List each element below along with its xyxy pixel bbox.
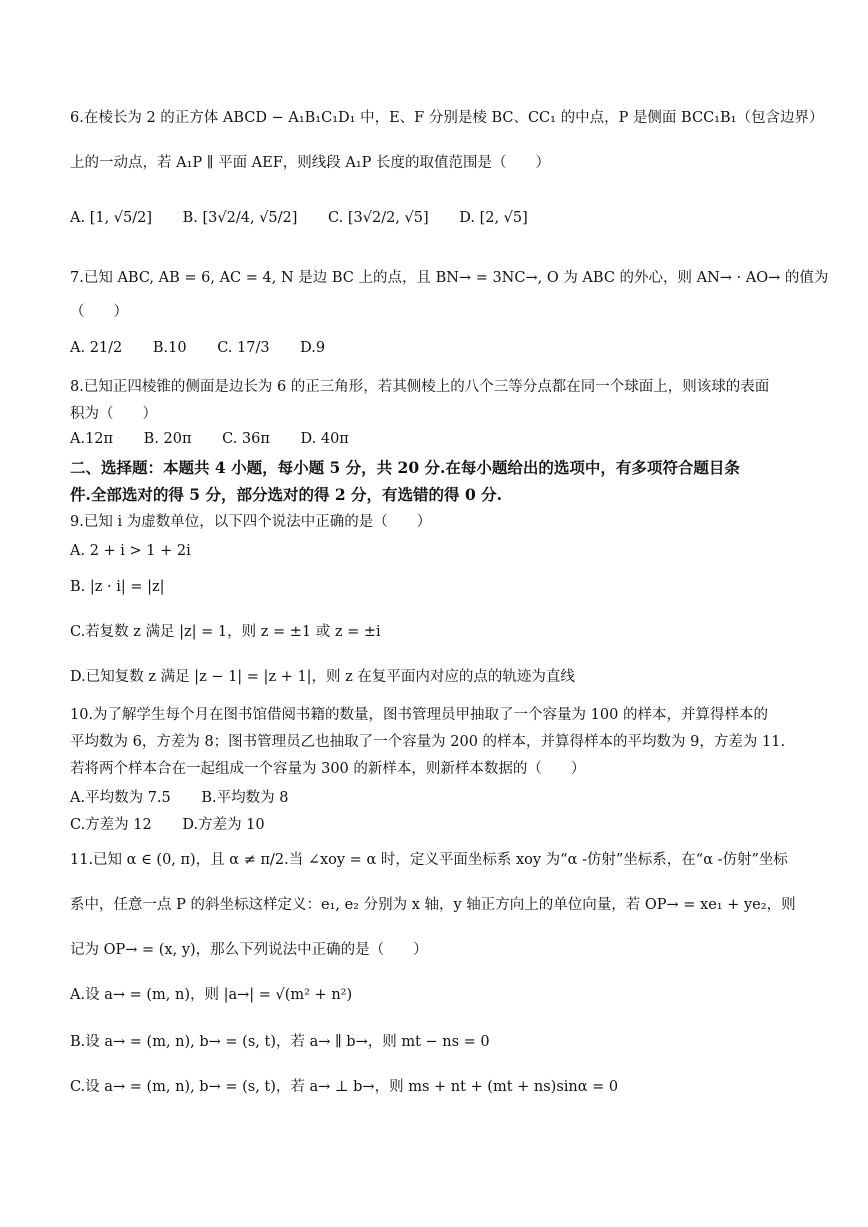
q8-option-d: D. 40π xyxy=(300,431,349,447)
q6-stem-line2: 上的一动点，若 A₁P ∥ 平面 AEF，则线段 A₁P 长度的取值范围是（ ） xyxy=(70,155,551,171)
q10-options-row2 xyxy=(70,813,291,834)
q11-option-b: B.设 a→ = (m, n), b→ = (s, t)，若 a→ ∥ b→，则 mt − ns = 0 xyxy=(70,1034,490,1050)
q10-option-c: C.方差为 12 xyxy=(70,817,152,833)
q6-stem-line1: 6.在棱长为 2 的正方体 ABCD − A₁B₁C₁D₁ 中，E、F 分别是棱 BC、CC₁ 的中点，P 是侧面 BCC₁B₁（包含边界） xyxy=(70,110,824,126)
q11-stem-line3: 记为 OP→ = (x, y)，那么下列说法中正确的是（ ） xyxy=(70,942,428,958)
q6-options xyxy=(70,210,554,226)
q7-stem-line1: 7.已知 ABC, AB = 6, AC = 4, N 是边 BC 上的点，且 BN→ = 3NC→, O 为 ABC 的外心，则 AN→ · AO→ 的值为 xyxy=(70,270,829,286)
q7-option-b: B.10 xyxy=(152,340,187,356)
section2-heading-line1: 二、选择题：本题共 4 小题，每小题 5 分，共 20 分.在每小题给出的选项中，有多项符合题目条 xyxy=(70,458,740,477)
q9-option-d: D.已知复数 z 满足 |z − 1| = |z + 1|，则 z 在复平面内对应的点的轨迹为直线 xyxy=(70,669,575,685)
q7-option-a: A. 21/2 xyxy=(70,340,123,356)
q11-stem-line2: 系中，任意一点 P 的斜坐标这样定义：e₁, e₂ 分别为 x 轴，y 轴正方向上的单位向量，若 OP→ = xe₁ + ye₂，则 xyxy=(70,897,796,913)
q7-option-d: D.9 xyxy=(300,340,326,356)
q10-options-row1 xyxy=(70,786,314,807)
q8-option-a: A.12π xyxy=(70,431,114,447)
q11-option-a: A.设 a→ = (m, n)，则 |a→| = √(m² + n²) xyxy=(70,987,353,1003)
q6-option-a: A. [1, √5/2] xyxy=(70,210,153,226)
q8-options xyxy=(70,431,375,447)
q10-option-b: B.平均数为 8 xyxy=(201,790,289,806)
q8-option-c: C. 36π xyxy=(222,431,270,447)
q10-option-a: A.平均数为 7.5 xyxy=(70,790,171,806)
q9-option-c: C.若复数 z 满足 |z| = 1，则 z = ±1 或 z = ±i xyxy=(70,624,381,640)
q10-stem-line2: 平均数为 6，方差为 8；图书管理员乙也抽取了一个容量为 200 的样本，并算得样本的平均数为 9，方差为 11. xyxy=(70,734,786,750)
q7-option-c: C. 17/3 xyxy=(217,340,270,356)
q8-stem-line1: 8.已知正四棱锥的侧面是边长为 6 的正三角形，若其侧棱上的八个三等分点都在同一个球面上，则该球的表面 xyxy=(70,379,770,395)
q8-option-b: B. 20π xyxy=(143,431,192,447)
q7-stem-line2: （ ） xyxy=(70,304,128,320)
q9-option-a: A. 2 + i > 1 + 2i xyxy=(70,543,191,559)
section2-heading-line2: 件.全部选对的得 5 分，部分选对的得 2 分，有选错的得 0 分. xyxy=(70,485,503,504)
q9-option-b: B. |z · i| = |z| xyxy=(70,579,165,595)
q7-options xyxy=(70,340,351,356)
q10-option-d: D.方差为 10 xyxy=(182,817,265,833)
q6-option-b: B. [3√2/4, √5/2] xyxy=(182,210,298,226)
q10-stem-line1: 10.为了解学生每个月在图书馆借阅书籍的数量，图书管理员甲抽取了一个容量为 100 的样本，并算得样本的 xyxy=(70,707,768,723)
q10-stem-line3: 若将两个样本合在一起组成一个容量为 300 的新样本，则新样本数据的（ ） xyxy=(70,761,586,777)
q11-option-c: C.设 a→ = (m, n), b→ = (s, t)，若 a→ ⊥ b→，则 ms + nt + (mt + ns)sinα = 0 xyxy=(70,1079,619,1095)
q11-stem-line1: 11.已知 α ∈ (0, π)，且 α ≠ π/2.当 ∠xoy = α 时，定义平面坐标系 xoy 为“α -仿射”坐标系，在“α -仿射”坐标 xyxy=(70,852,788,868)
q8-stem-line2: 积为（ ） xyxy=(70,406,157,422)
q6-option-d: D. [2, √5] xyxy=(459,210,528,226)
q6-option-c: C. [3√2/2, √5] xyxy=(328,210,429,226)
q9-stem: 9.已知 i 为虚数单位，以下四个说法中正确的是（ ） xyxy=(70,514,432,530)
